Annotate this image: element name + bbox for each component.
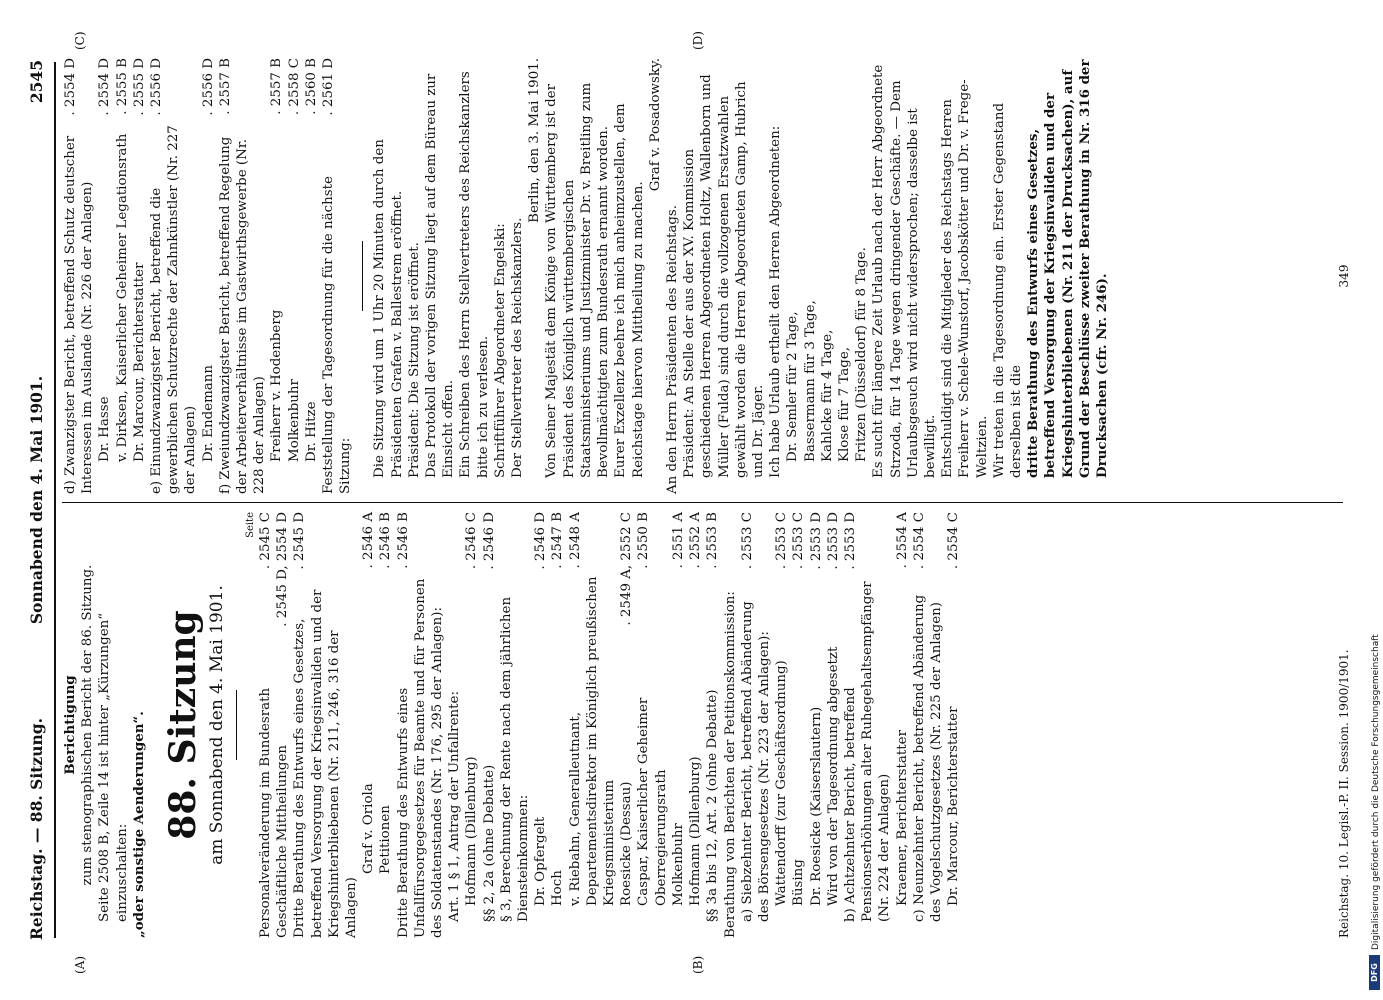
toc-page: . 2553 D bbox=[808, 512, 824, 570]
toc-row bbox=[286, 58, 303, 494]
toc-page: . 2554 A bbox=[894, 512, 910, 569]
toc-page: . 2553 C bbox=[774, 512, 790, 570]
toc-row bbox=[303, 58, 320, 494]
toc-page: . 2557 B bbox=[217, 58, 233, 115]
toc-row bbox=[911, 512, 945, 938]
seite-label: Seite bbox=[245, 512, 257, 538]
toc-row bbox=[808, 512, 825, 938]
paragraph: Ich habe Urlaub ertheilt den Herren Abgeordneten: bbox=[768, 125, 784, 478]
column-divider bbox=[62, 502, 1343, 503]
toc-row bbox=[670, 512, 687, 938]
right-column bbox=[62, 58, 1111, 494]
toc-entry: a) Siebzehnter Bericht, betreffend Abänderung des Börsengesetzes (Nr. 223 der Anlagen): bbox=[739, 601, 772, 922]
toc-entry: v. Riebahn, Generalleutnant, Departementsdirektor im Königlich preußischen Kriegsministerium bbox=[567, 576, 618, 906]
title-rule bbox=[236, 690, 237, 760]
sheet-number: 349 bbox=[1336, 264, 1351, 288]
margin-letter-c: (C) bbox=[73, 31, 87, 50]
toc-row bbox=[739, 512, 773, 938]
toc-entry: Kraemer, Berichterstatter bbox=[894, 730, 910, 906]
toc-page: . 2557 B bbox=[269, 58, 285, 115]
toc-row bbox=[825, 512, 842, 938]
toc-page: . 2555 D bbox=[131, 58, 147, 116]
toc-row bbox=[842, 512, 894, 938]
toc-row bbox=[498, 512, 532, 938]
toc-page: . 2546 C bbox=[464, 512, 480, 570]
paragraph: Von Seiner Majestät dem Könige von Württemberg ist der Präsident des Königlich württembergischen Staatsministeriums und Justizminister Dr. v. Breitling zum Bevollmächtigten zum Bundesrath ernannt worden. bbox=[544, 82, 612, 478]
paragraph: Ein Schreiben des Herrn Stellvertreters des Reichskanzlers bitte ich zu verlesen. bbox=[458, 71, 491, 478]
paragraph: Eurer Exzellenz beehre ich mich anheimzustellen, dem Reichstage hiervon Mittheilung zu machen. bbox=[613, 103, 646, 478]
toc-row bbox=[463, 512, 480, 938]
correction-line: zum stenographischen Bericht der 86. Sitzung. bbox=[80, 564, 96, 886]
toc-row bbox=[274, 512, 291, 938]
paragraph: Der Stellvertreter des Reichskanzlers. bbox=[510, 217, 526, 478]
table-of-contents-continued bbox=[62, 58, 354, 494]
toc-entry: d) Zwanzigster Bericht, betreffend Schutz deutscher Interessen im Auslande (Nr. 226 der Anlagen) bbox=[63, 135, 96, 494]
toc-row bbox=[200, 58, 217, 494]
toc-page: . 2546 A bbox=[361, 512, 377, 569]
correction-line: „oder sonstige Aenderungen“. bbox=[130, 711, 147, 938]
toc-page: . 2546 D bbox=[481, 512, 497, 570]
paragraph: Präsident: An Stelle der aus der XV. Kommission geschiedenen Herren Abgeordneten Holtz, Wallenborn und Müller (Fulda) sind durch die vollzogenen Ersatzwahlen gewählt worden die Herren Abgeordneten Gamp, Hubrich und Dr. Jäger. bbox=[682, 74, 766, 478]
toc-entry: Feststellung der Tagesordnung für die nächste Sitzung: bbox=[321, 176, 354, 494]
toc-page: . 2553 D bbox=[825, 512, 841, 570]
toc-entry: Dr. Opfergelt bbox=[533, 816, 549, 906]
toc-row bbox=[790, 512, 807, 938]
toc-entry: b) Achtzehnter Bericht, betreffend Pensionserhöhungen alter Ruhegehaltsempfänger (Nr. 224 der Anlagen) bbox=[842, 581, 893, 922]
header-rule bbox=[54, 62, 56, 938]
toc-entry: §§ 3a bis 12, Art. 2 (ohne Debatte) bbox=[705, 689, 721, 922]
toc-page: . 2554 D bbox=[97, 58, 113, 116]
session-title: 88. Sitzung bbox=[162, 610, 205, 840]
toc-page: . 2554 C bbox=[946, 512, 962, 570]
toc-page: . 2545 D bbox=[292, 512, 308, 570]
paragraph: Das Protokoll der vorigen Sitzung liegt auf dem Büreau zur Einsicht offen. bbox=[424, 73, 457, 478]
toc-entry: Berathung von Berichten der Petitionskommission: bbox=[722, 591, 738, 938]
paragraph: Präsident: Die Sitzung ist eröffnet. bbox=[406, 242, 422, 478]
toc-row bbox=[945, 512, 962, 938]
toc-page: . 2552 A bbox=[688, 512, 704, 569]
toc-entry: Caspar, Kaiserlicher Geheimer Oberregierungsrath bbox=[636, 697, 669, 906]
toc-row bbox=[291, 512, 360, 938]
toc-row bbox=[567, 512, 619, 938]
toc-page: . 2553 C bbox=[791, 512, 807, 570]
paragraph: Kahlcke für 4 Tage, bbox=[819, 329, 835, 462]
toc-entry: Dritte Berathung des Entwurfs eines Unfallfürsorgegesetzes für Beamte und für Personen des Soldatenstandes (Nr. 176, 295 der Anlagen): bbox=[395, 578, 446, 938]
toc-page: . 2546 B bbox=[395, 512, 411, 569]
toc-row bbox=[549, 512, 566, 938]
toc-page: . 2560 B bbox=[303, 58, 319, 115]
toc-row bbox=[114, 58, 131, 494]
toc-page: . 2551 A bbox=[670, 512, 686, 569]
header-left: Reichstag. — 88. Sitzung. bbox=[27, 718, 46, 940]
paragraph: Es sucht für längere Zeit Urlaub nach der Herr Abgeordnete Strzoda, für 14 Tage wegen dringender Geschäfte. — Dem Urlaubsgesuch wird nicht widersprochen; dasselbe ist bewilligt. bbox=[871, 64, 938, 478]
toc-entry: Molkenbuhr bbox=[670, 823, 686, 906]
toc-row bbox=[446, 512, 463, 938]
running-header bbox=[28, 60, 52, 940]
paragraph: Schriftführer Abgeordneter Engelski: bbox=[492, 223, 508, 478]
footer-note: Reichstag. 10. Legisl.-P. II. Session. 1900/1901. bbox=[1336, 649, 1351, 938]
toc-page: . 2548 A bbox=[567, 512, 583, 569]
session-date: am Sonnabend den 4. Mai 1901. bbox=[207, 585, 228, 865]
toc-page: . 2546 B bbox=[378, 512, 394, 569]
margin-letter-a: (A) bbox=[73, 955, 87, 974]
paragraph: Dr. Semler für 2 Tage, bbox=[785, 311, 801, 462]
toc-entry: v. Dirksen, Kaiserlicher Geheimer Legationsrath bbox=[114, 133, 130, 462]
toc-entry: Hofmann (Dillenburg) bbox=[464, 756, 480, 906]
paragraph: dritte Berathung des Entwurfs eines Gesetzes, betreffend Versorgung der Kriegsinvaliden und der Kriegshinterbliebenen (Nr. 211 der Drucksachen), auf Grund der Beschlüsse zweiter Berathung in Nr. 316 der Drucksachen (cfr. Nr. 246). bbox=[1025, 59, 1110, 478]
correction-title: Berichtigung bbox=[62, 675, 78, 775]
toc-row bbox=[635, 512, 669, 938]
left-column bbox=[62, 512, 962, 938]
dfg-logo: DFG bbox=[1369, 955, 1380, 990]
toc-page: . 2554 C bbox=[911, 512, 927, 570]
paragraph: Fritzen (Düsseldorf) für 8 Tage. bbox=[854, 247, 870, 462]
header-date: Sonnabend den 4. Mai 1901. bbox=[27, 375, 46, 625]
toc-row bbox=[687, 512, 704, 938]
toc-entry: Molkenbuhr bbox=[286, 379, 302, 462]
toc-entry: Wird von der Tagesordnung abgesetzt bbox=[825, 646, 841, 906]
toc-page: . 2558 C bbox=[286, 58, 302, 116]
toc-entry: c) Neunzehnter Bericht, betreffend Abänderung des Vogelschutzgesetzes (Nr. 225 der Anlagen) bbox=[911, 594, 944, 922]
toc-entry: Petitionen bbox=[378, 805, 394, 874]
toc-page: . 2555 B bbox=[114, 58, 130, 115]
toc-page: . 2556 D bbox=[149, 58, 165, 116]
toc-entry: Dr. Hasse bbox=[97, 396, 113, 462]
margin-letter-d: (D) bbox=[691, 31, 705, 50]
toc-entry: Dr. Endemann bbox=[200, 364, 216, 462]
toc-row bbox=[722, 512, 739, 938]
toc-row bbox=[217, 58, 269, 494]
paragraph: Die Sitzung wird um 1 Uhr 20 Minuten durch den Präsidenten Grafen v. Ballestrem eröffnet. bbox=[372, 139, 405, 478]
toc-entry: Hoch bbox=[550, 870, 566, 906]
table-of-contents bbox=[257, 512, 962, 938]
toc-entry: Dr. Roesicke (Kaiserslautern) bbox=[808, 706, 824, 906]
toc-page: . 2554 D bbox=[63, 58, 78, 116]
toc-entry: Freiherr v. Hodenberg bbox=[269, 309, 285, 462]
paragraph: Berlin, den 3. Mai 1901. bbox=[527, 58, 543, 223]
toc-row bbox=[96, 58, 113, 494]
toc-row bbox=[704, 512, 721, 938]
toc-page: . 2553 D bbox=[842, 512, 858, 570]
toc-entry: Dritte Berathung des Entwurfs eines Gesetzes, betreffend Versorgung der Kriegsinvaliden und der Kriegshinterbliebenen (Nr. 211, 246, 316 der Anlagen) bbox=[292, 589, 360, 938]
paragraph: Graf v. Posadowsky. bbox=[647, 58, 663, 192]
toc-page: . 2546 D bbox=[533, 512, 549, 570]
toc-page: . 2545 C bbox=[258, 512, 274, 570]
toc-entry: §§ 2, 2a (ohne Debatte) bbox=[481, 764, 497, 922]
toc-row bbox=[532, 512, 549, 938]
toc-entry: Wattendorff (zur Geschäftsordnung) bbox=[774, 660, 790, 906]
toc-entry: Roesicke (Dessau) bbox=[619, 781, 635, 906]
proceedings-text bbox=[371, 58, 1111, 494]
paragraph: An den Herrn Präsidenten des Reichstags. bbox=[664, 204, 680, 494]
toc-entry: Dr. Hitze bbox=[303, 401, 319, 462]
toc-row bbox=[320, 58, 354, 494]
toc-entry: § 3, Berechnung der Rente nach dem jährlichen Diensteinkommen: bbox=[498, 596, 532, 922]
toc-page: . 2561 D bbox=[321, 58, 337, 116]
toc-entry: Graf v. Oriola bbox=[361, 783, 377, 874]
paragraph: Entschuldigt sind die Mitglieder des Reichstags Herren Freiherr v. Schele-Wunstorf, Jacobskötter und Dr. v. Frege-Weltzien. bbox=[940, 79, 990, 478]
toc-row bbox=[131, 58, 148, 494]
toc-page: . 2549 A, 2552 C bbox=[619, 512, 635, 626]
toc-row bbox=[148, 58, 200, 494]
toc-entry: Hofmann (Dillenburg) bbox=[688, 756, 704, 906]
toc-row bbox=[773, 512, 790, 938]
toc-entry: Dr. Marcour, Berichterstatter bbox=[946, 706, 962, 906]
toc-page: . 2553 B bbox=[705, 512, 721, 569]
toc-row bbox=[894, 512, 911, 938]
paragraph: Klose für 7 Tage, bbox=[836, 346, 852, 462]
toc-page: . 2553 C bbox=[739, 512, 755, 570]
toc-entry: Geschäftliche Mittheilungen bbox=[275, 744, 291, 938]
toc-entry: Büsing bbox=[791, 859, 807, 906]
toc-row bbox=[360, 512, 377, 938]
toc-row bbox=[481, 512, 498, 938]
toc-row bbox=[268, 58, 285, 494]
toc-page: . 2556 D bbox=[200, 58, 216, 116]
toc-entry: Personalveränderung im Bundesrath bbox=[258, 687, 274, 938]
paragraph: Bassermann für 3 Tage, bbox=[802, 300, 818, 462]
margin-letter-b: (B) bbox=[691, 955, 705, 974]
correction-line: Seite 2508 B, Zeile 14 ist hinter „Kürzungen“ einzuschalten: bbox=[97, 612, 130, 922]
toc-page: . 2550 B bbox=[636, 512, 652, 569]
toc-row bbox=[377, 512, 394, 938]
toc-row bbox=[62, 58, 96, 494]
toc-row bbox=[395, 512, 447, 938]
toc-row bbox=[618, 512, 635, 938]
toc-entry: Art. 1 § 1, Antrag der Unfallrente: bbox=[447, 691, 463, 922]
paragraph: Wir treten in die Tagesordnung ein. Erster Gegenstand derselben ist die bbox=[991, 102, 1024, 478]
toc-entry: f) Zweiundzwanzigster Bericht, betreffend Regelung der Arbeiterverhältnisse im Gastwirthsgewerbe (Nr. 228 der Anlagen) bbox=[217, 136, 268, 494]
section-rule bbox=[362, 241, 363, 311]
toc-page: . 2545 D, 2554 D bbox=[275, 512, 291, 627]
toc-entry: Dr. Marcour, Berichterstatter bbox=[131, 262, 147, 462]
toc-row bbox=[257, 512, 274, 938]
page-number: 2545 bbox=[27, 60, 46, 104]
toc-entry: e) Einundzwanzigster Bericht, betreffend die gewerblichen Schutzrechte der Zahnkünstler (Nr. 227 der Anlagen) bbox=[149, 125, 199, 494]
digitization-credit: Digitalisierung gefördert durch die Deutsche Forschungsgemeinschaft bbox=[1371, 634, 1381, 950]
toc-page: . 2547 B bbox=[550, 512, 566, 569]
